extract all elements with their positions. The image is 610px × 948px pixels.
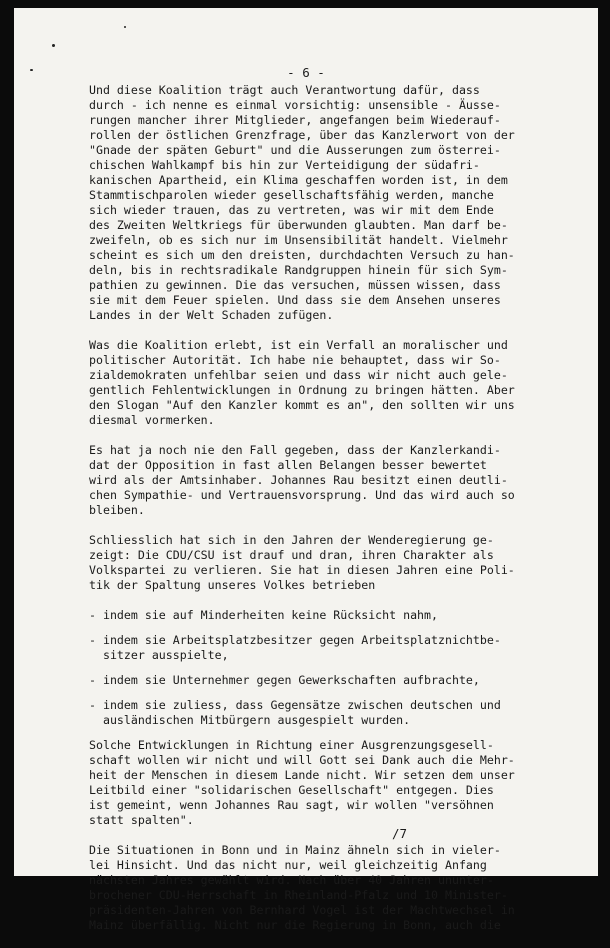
document-page	[14, 8, 598, 932]
text-line: Landes in der Welt Schaden zufügen.	[89, 308, 334, 322]
text-line: zweifeln, ob es sich nur im Unsensibilität handelt. Vielmehr	[89, 233, 508, 247]
text-line: Es hat ja noch nie den Fall gegeben, dass der Kanzlerkandi-	[89, 443, 501, 457]
text-line: dat der Opposition in fast allen Belangen besser bewertet	[89, 458, 487, 472]
paragraph	[89, 533, 529, 593]
scan-speck	[124, 26, 126, 28]
scan-speck	[30, 69, 33, 71]
scan-speck	[52, 44, 55, 47]
text-line: tik der Spaltung unseres Volkes betrieben	[89, 578, 376, 592]
text-line: des Zweiten Weltkriegs für überwunden glaubten. Man darf be-	[89, 218, 508, 232]
text-line: Schliesslich hat sich in den Jahren der Wenderegierung ge-	[89, 533, 494, 547]
bullet-item	[89, 673, 529, 688]
text-line: chischen Wahlkampf bis hin zur Verteidigung der südafri-	[89, 158, 480, 172]
paragraph	[89, 738, 529, 828]
paragraph	[89, 843, 529, 933]
text-line: Leitbild einer "solidarischen Gesellschaft" entgegen. Dies	[89, 783, 494, 797]
page-number: - 6 -	[287, 65, 325, 80]
text-line: Volkspartei zu verlieren. Sie hat in diesen Jahren eine Poli-	[89, 563, 515, 577]
paragraph	[89, 338, 529, 428]
text-line: wird als der Amtsinhaber. Johannes Rau besitzt einen deutli-	[89, 473, 508, 487]
text-line: Mainz überfällig. Nicht nur die Regierung in Bonn, auch die	[89, 918, 501, 932]
text-line: zeigt: Die CDU/CSU ist drauf und dran, ihren Charakter als	[89, 548, 494, 562]
text-line: deln, bis in rechtsradikale Randgruppen hinein für sich Sym-	[89, 263, 508, 277]
text-line: gentlich Fehlentwicklungen in Ordnung zu bringen hätten. Aber	[89, 383, 515, 397]
text-line: den Slogan "Auf den Kanzler kommt es an", den sollten wir uns	[89, 398, 515, 412]
text-line: zialdemokraten unfehlbar seien und dass wir nicht auch gele-	[89, 368, 508, 382]
bullet-list	[89, 608, 529, 728]
text-line: politischer Autorität. Ich habe nie behauptet, dass wir So-	[89, 353, 501, 367]
text-line: Was die Koalition erlebt, ist ein Verfall an moralischer und	[89, 338, 508, 352]
text-line: Stammtischparolen wieder gesellschaftsfähig werden, manche	[89, 188, 494, 202]
text-line: nächsten Jahres gewählt wird. Nach über 40 Jahren ununter-	[89, 873, 494, 887]
text-line: brochener CDU-Herrschaft in Rheinland-Pfalz und 10 Minister-	[89, 888, 508, 902]
body-text	[89, 83, 529, 948]
text-line: pathien zu gewinnen. Die das versuchen, müssen wissen, dass	[89, 278, 501, 292]
text-line: ist gemeint, wenn Johannes Rau sagt, wir wollen "versöhnen	[89, 798, 494, 812]
paragraph	[89, 443, 529, 518]
text-line: sie mit dem Feuer spielen. Und dass sie dem Ansehen unseres	[89, 293, 501, 307]
closing-paragraphs	[89, 738, 529, 933]
text-line: rungen mancher ihrer Mitglieder, angefangen beim Wiederauf-	[89, 113, 501, 127]
text-line: - indem sie Unternehmer gegen Gewerkschaften aufbrachte,	[89, 673, 480, 687]
text-line: Und diese Koalition trägt auch Verantwortung dafür, dass	[89, 83, 480, 97]
text-line: schaft wollen wir nicht und will Gott sei Dank auch die Mehr-	[89, 753, 515, 767]
text-line: diesmal vormerken.	[89, 413, 215, 427]
text-line: bleiben.	[89, 503, 145, 517]
bullet-item	[89, 633, 529, 663]
text-line: rollen der östlichen Grenzfrage, über das Kanzlerwort von der	[89, 128, 515, 142]
text-line: - indem sie zuliess, dass Gegensätze zwischen deutschen und	[89, 698, 501, 712]
text-line: "Gnade der späten Geburt" und die Ausserungen zum österrei-	[89, 143, 501, 157]
text-line: Die Situationen in Bonn und in Mainz ähneln sich in vieler-	[89, 843, 501, 857]
text-line: chen Sympathie- und Vertrauensvorsprung. Und das wird auch so	[89, 488, 515, 502]
bullet-item	[89, 608, 529, 623]
text-line: sich wieder trauen, das zu vertreten, was wir mit dem Ende	[89, 203, 494, 217]
text-line: heit der Menschen in diesem Lande nicht. Wir setzen dem unser	[89, 768, 515, 782]
text-line: - indem sie auf Minderheiten keine Rücksicht nahm,	[89, 608, 439, 622]
text-line: sitzer ausspielte,	[89, 648, 229, 662]
text-line: ausländischen Mitbürgern ausgespielt wurden.	[89, 713, 411, 727]
bullet-item	[89, 698, 529, 728]
text-line: präsidenten-Jahren von Bernhard Vogel ist der Machtwechsel in	[89, 903, 515, 917]
text-line: durch - ich nenne es einmal vorsichtig: unsensible - Äusse-	[89, 98, 501, 112]
text-line: lei Hinsicht. Und das nicht nur, weil gleichzeitig Anfang	[89, 858, 487, 872]
next-page-marker: /7	[392, 826, 408, 841]
paragraphs	[89, 83, 529, 593]
text-line: Solche Entwicklungen in Richtung einer Ausgrenzungsgesell-	[89, 738, 494, 752]
text-line: statt spalten".	[89, 813, 194, 827]
paragraph	[89, 83, 529, 323]
text-line: kanischen Apartheid, ein Klima geschaffen worden ist, in dem	[89, 173, 508, 187]
text-line: - indem sie Arbeitsplatzbesitzer gegen Arbeitsplatznichtbe-	[89, 633, 501, 647]
text-line: scheint es sich um den dreisten, durchdachten Versuch zu han-	[89, 248, 515, 262]
